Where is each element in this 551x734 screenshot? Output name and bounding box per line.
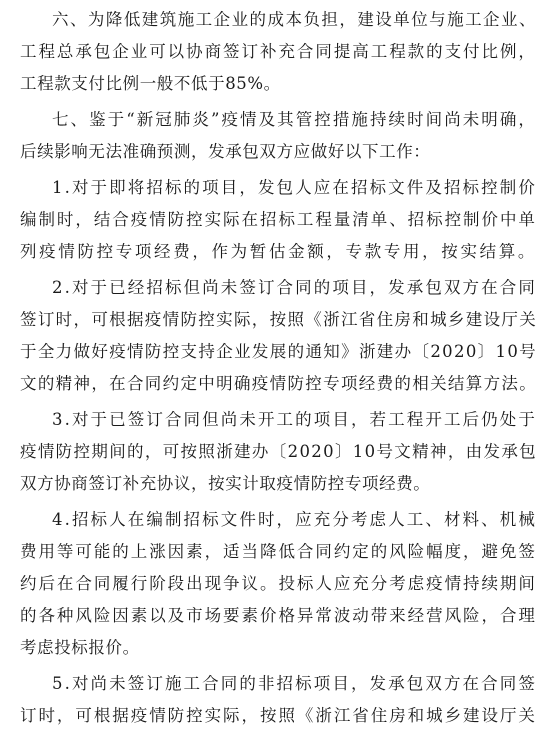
text-line: 工程款支付比例一般不低于85%。 xyxy=(20,74,281,93)
text-line: 疫情防控期间的，可按照浙建办〔2020〕10号文精神，由发承包 xyxy=(20,442,537,461)
text-line: 工程总承包企业可以协商签订补充合同提高工程款的支付比例， xyxy=(20,42,537,61)
text-line: 5.对尚未签订施工合同的非招标项目，发承包双方在合同签 xyxy=(52,674,537,693)
text-line: 订时，可根据疫情防控实际，按照《浙江省住房和城乡建设厅关 xyxy=(20,706,537,725)
text-line: 约后在合同履行阶段出现争议。投标人应充分考虑疫情持续期间 xyxy=(20,574,537,593)
text-line: 于全力做好疫情防控支持企业发展的通知》浙建办〔2020〕10号 xyxy=(20,342,537,361)
text-line: 1.对于即将招标的项目，发包人应在招标文件及招标控制价 xyxy=(52,178,537,197)
text-line: 七、鉴于“新冠肺炎”疫情及其管控措施持续时间尚未明确， xyxy=(52,110,537,129)
text-line: 4.招标人在编制招标文件时，应充分考虑人工、材料、机械 xyxy=(52,510,537,529)
text-line: 编制时，结合疫情防控实际在招标工程量清单、招标控制价中单 xyxy=(20,210,537,229)
text-line: 2.对于已经招标但尚未签订合同的项目，发承包双方在合同 xyxy=(52,278,537,297)
text-line: 签订时，可根据疫情防控实际，按照《浙江省住房和城乡建设厅关 xyxy=(20,310,537,329)
text-line: 六、为降低建筑施工企业的成本负担，建设单位与施工企业、 xyxy=(52,10,537,29)
text-line: 双方协商签订补充协议，按实计取疫情防控专项经费。 xyxy=(20,474,431,493)
text-line: 文的精神，在合同约定中明确疫情防控专项经费的相关结算方法。 xyxy=(20,374,537,393)
text-line: 后续影响无法准确预测，发承包双方应做好以下工作： xyxy=(20,142,431,161)
text-line: 考虑投标报价。 xyxy=(20,638,140,657)
text-line: 列疫情防控专项经费，作为暂估金额，专款专用，按实结算。 xyxy=(20,242,537,261)
text-line: 的各种风险因素以及市场要素价格异常波动带来经营风险，合理 xyxy=(20,606,537,625)
text-line: 3.对于已签订合同但尚未开工的项目，若工程开工后仍处于 xyxy=(52,410,537,429)
text-line: 费用等可能的上涨因素，适当降低合同约定的风险幅度，避免签 xyxy=(20,542,537,561)
